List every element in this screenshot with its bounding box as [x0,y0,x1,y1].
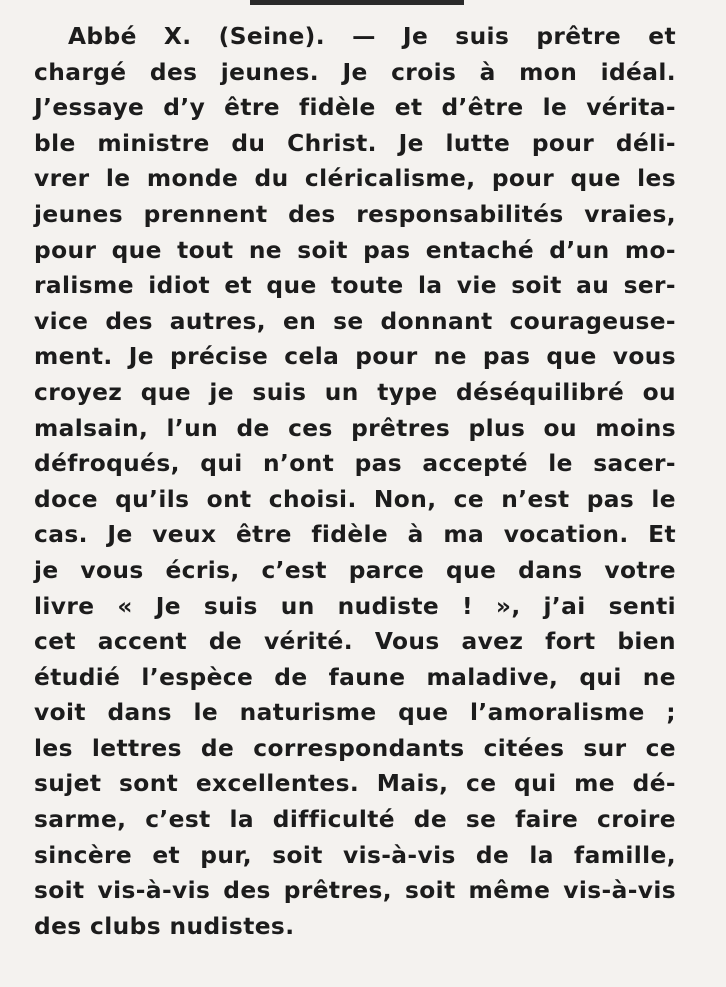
text-line: malsain, l’un de ces prêtres plus ou moins [34,414,676,442]
text-line: voit dans le naturisme que l’amoralisme ; [34,699,676,727]
text-line: soit vis-à-vis des prêtres, soit même vis-à-vis [34,877,676,905]
text-line: sarme, c’est la difficulté de se faire croire [34,806,676,834]
text-line: ralisme idiot et que toute la vie soit au ser- [34,272,676,300]
text-line: sujet sont excellentes. Mais, ce qui me dé- [34,770,676,798]
text-line: sincère et pur, soit vis-à-vis de la famille, [34,841,676,869]
letter-paragraph [34,19,676,944]
text-line: défroqués, qui n’ont pas accepté le sacer- [34,450,676,478]
text-line: chargé des jeunes. Je crois à mon idéal. [34,58,676,86]
text-line: livre « Je suis un nudiste ! », j’ai senti [34,592,676,620]
text-line: Abbé X. (Seine). — Je suis prêtre et [68,23,676,50]
text-line: vrer le monde du cléricalisme, pour que les [34,165,676,193]
text-line: étudié l’espèce de faune maladive, qui ne [34,663,676,691]
text-line: je vous écris, c’est parce que dans votre [34,556,676,584]
text-line: J’essaye d’y être fidèle et d’être le vérita- [34,94,676,122]
text-line: ble ministre du Christ. Je lutte pour déli- [34,129,676,157]
text-line: croyez que je suis un type déséquilibré ou [34,378,676,406]
text-line: pour que tout ne soit pas entaché d’un mo- [34,236,676,264]
text-line: les lettres de correspondants citées sur ce [34,734,676,762]
top-rule [250,0,464,5]
text-line: cet accent de vérité. Vous avez fort bien [34,628,676,656]
text-line: cas. Je veux être fidèle à ma vocation. Et [34,521,676,549]
text-line: vice des autres, en se donnant courageuse- [34,307,676,335]
text-line: des clubs nudistes. [34,912,295,940]
text-line: ment. Je précise cela pour ne pas que vous [34,343,676,371]
text-line: jeunes prennent des responsabilités vraies, [34,200,676,228]
text-line: doce qu’ils ont choisi. Non, ce n’est pas le [34,485,676,513]
